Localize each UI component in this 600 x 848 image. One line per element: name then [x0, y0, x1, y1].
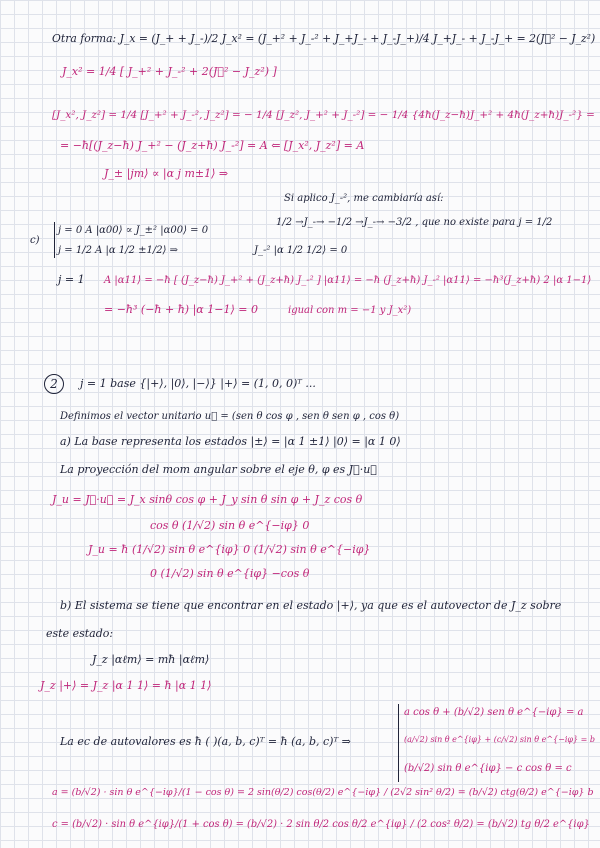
line-j-half-chain: 1/2 →J_-→ −1/2 →J_-→ −3/2 , que no existe para j = 1/2: [276, 217, 553, 228]
line-igual-con: igual con m = −1 y J_x²): [288, 305, 412, 316]
system-eq-2: (a/√2) sin θ e^{iφ} + (c/√2) sin θ e^{−iφ} = b: [404, 735, 595, 744]
line-commutator: [J_x², J_z²] = 1/4 [J_+² + J_-², J_z²] = − 1/4 [J_z², J_+² + J_-²] = − 1/4 {4ħ(J_z−ħ)J_+² + 4ħ(J_z+ħ)J_-²} =: [52, 109, 595, 121]
line-base: j = 1 base {|+⟩, |0⟩, |−⟩} |+⟩ = (1, 0, 0)ᵀ ...: [80, 377, 316, 390]
line-ec-autovalores: La ec de autovalores es ħ ( )(a, b, c)ᵀ = ħ (a, b, c)ᵀ ⇒: [60, 735, 351, 748]
line-commutator-result: = −ħ[(J_z−ħ) J_+² − (J_z+ħ) J_-²] = A ⇐ [J_x², J_z²] = A: [60, 139, 365, 152]
line-a-base: a) La base representa los estados |±⟩ = |α 1 ±1⟩ |0⟩ = |α 1 0⟩: [60, 435, 401, 448]
label-ju-matrix: J_u = ħ: [88, 543, 129, 556]
line-j-one: A |α11⟩ = −ħ [ (J_z−ħ) J_+² + (J_z+ħ) J_-² ] |α11⟩ = −ħ (J_z+ħ) J_-² |α11⟩ = −ħ³(J_z+ħ) 2 |α 1−1⟩: [104, 275, 592, 286]
system-bracket: [398, 704, 399, 782]
label-j-one: j = 1: [58, 273, 85, 286]
line-j-one-result: = −ħ³ (−ħ + ħ) |α 1−1⟩ = 0: [104, 303, 258, 316]
line-ladder: J_± |jm⟩ ∝ |α j m±1⟩ ⇒: [104, 167, 229, 180]
matrix-row-3: 0 (1/√2) sin θ e^{iφ} −cos θ: [150, 567, 310, 580]
line-j-zero: j = 0 A |α00⟩ ∝ J_±² |α00⟩ = 0: [58, 225, 209, 236]
line-si-aplico: Si aplico J_-², me cambiaría así:: [284, 193, 444, 204]
system-eq-1: a cos θ + (b/√2) sen θ e^{−iφ} = a: [404, 707, 584, 718]
problem-number: 2: [44, 374, 64, 394]
line-j-half: j = 1/2 A |α 1/2 ±1/2⟩ ⇒: [58, 245, 179, 256]
line-otra-forma: Otra forma: J_x = (J_+ + J_-)/2 J_x² = (J_+² + J_-² + J_+J_- + J_-J_+)/4 J_+J_- + J_-J_+ = 2(J⃗² − J_z²): [52, 32, 596, 45]
system-eq-3: (b/√2) sin θ e^{iφ} − c cos θ = c: [404, 763, 572, 774]
matrix-row-1: cos θ (1/√2) sin θ e^{−iφ} 0: [150, 519, 310, 532]
line-ju: J_u = J⃗·u⃗ = J_x sinθ cos φ + J_y sin θ sin φ + J_z cos θ: [52, 493, 363, 506]
line-b-sistema: b) El sistema se tiene que encontrar en el estado |+⟩, ya que es el autovector de J_z sobre: [60, 599, 562, 612]
matrix-row-2: (1/√2) sin θ e^{iφ} 0 (1/√2) sin θ e^{−iφ}: [132, 543, 371, 556]
label-c: c): [30, 235, 40, 246]
line-jz-plus: J_z |+⟩ = J_z |α 1 1⟩ = ħ |α 1 1⟩: [40, 679, 212, 692]
line-a-solution: a = (b/√2) · sin θ e^{−iφ}/(1 − cos θ) = 2 sin(θ/2) cos(θ/2) e^{−iφ} / (2√2 sin² θ/2) = (b/√2) ctg(θ/2) e^{−iφ} b: [52, 787, 594, 798]
line-vector-unitario: Definimos el vector unitario u⃗ = (sen θ cos φ , sen θ sen φ , cos θ): [60, 411, 400, 422]
line-este-estado: este estado:: [46, 627, 114, 640]
line-proyeccion: La proyección del mom angular sobre el eje θ, φ es J⃗·u⃗: [60, 463, 377, 476]
line-c-solution: c = (b/√2) · sin θ e^{iφ}/(1 + cos θ) = (b/√2) · 2 sin θ/2 cos θ/2 e^{iφ} / (2 cos² θ/2) = (b/√2) tg θ/2 e^{iφ}: [52, 819, 590, 830]
case-bracket: [54, 222, 55, 258]
line-jz-eigen: J_z |αℓm⟩ = mħ |αℓm⟩: [92, 653, 210, 666]
line-jx2-expansion: J_x² = 1/4 [ J_+² + J_-² + 2(J⃗² − J_z²) ]: [62, 65, 277, 78]
line-j-half-result: J_-² |α 1/2 1/2⟩ = 0: [254, 245, 348, 256]
